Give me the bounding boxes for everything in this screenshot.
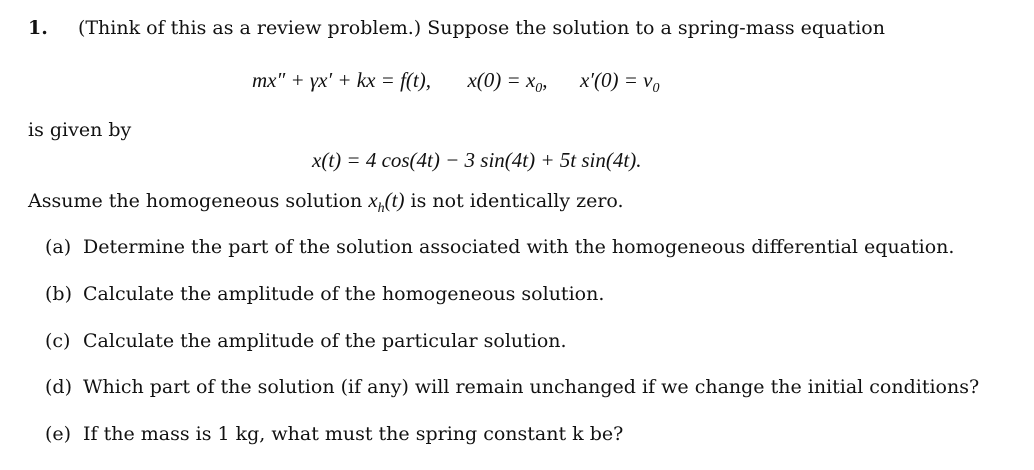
- part-a: [45, 235, 954, 259]
- given-by-text: is given by: [28, 119, 132, 141]
- problem-header: [28, 16, 885, 40]
- problem-number: 1.: [28, 17, 48, 39]
- solution-expression: x(t) = 4 cos(4t) − 3 sin(4t) + 5t sin(4t).: [312, 148, 642, 172]
- homogeneous-symbol-x: x: [368, 188, 378, 212]
- assumption-line: [28, 188, 624, 216]
- assume-post: is not identically zero.: [410, 190, 624, 212]
- homogeneous-symbol: [368, 188, 405, 216]
- part-e-text: If the mass is 1 kg, what must the spring constant k be?: [83, 423, 624, 445]
- part-d-label: (d): [45, 376, 72, 398]
- initial-condition-velocity: x′(0) = v: [580, 68, 653, 92]
- part-a-text: Determine the part of the solution associated with the homogeneous differential equation.: [83, 236, 955, 258]
- part-b-label: (b): [45, 283, 72, 305]
- initial-condition-position-sub: 0: [535, 81, 543, 96]
- part-b-text: Calculate the amplitude of the homogeneous solution.: [83, 283, 605, 305]
- equation-main: mx″ + γx′ + kx = f(t),: [252, 68, 431, 92]
- part-a-label: (a): [45, 236, 72, 258]
- part-c-label: (c): [45, 330, 71, 352]
- homogeneous-symbol-arg: (t): [384, 188, 405, 212]
- assume-pre: Assume the homogeneous solution: [28, 190, 363, 212]
- part-d-text: Which part of the solution (if any) will remain unchanged if we change the initial conditions?: [83, 376, 980, 398]
- part-e: [45, 422, 623, 446]
- initial-condition-position: x(0) = x: [467, 68, 536, 92]
- part-c: [45, 329, 567, 353]
- initial-condition-velocity-sub: 0: [652, 81, 660, 96]
- part-c-text: Calculate the amplitude of the particular solution.: [83, 330, 567, 352]
- homogeneous-symbol-sub: h: [377, 201, 385, 216]
- problem-intro: (Think of this as a review problem.) Suppose the solution to a spring-mass equation: [77, 17, 885, 39]
- initial-condition-sep: ,: [542, 68, 548, 92]
- part-b: [45, 282, 604, 306]
- part-d: [45, 375, 979, 399]
- spring-mass-equation: [252, 68, 659, 96]
- solution-equation: [312, 148, 641, 172]
- part-e-label: (e): [45, 423, 72, 445]
